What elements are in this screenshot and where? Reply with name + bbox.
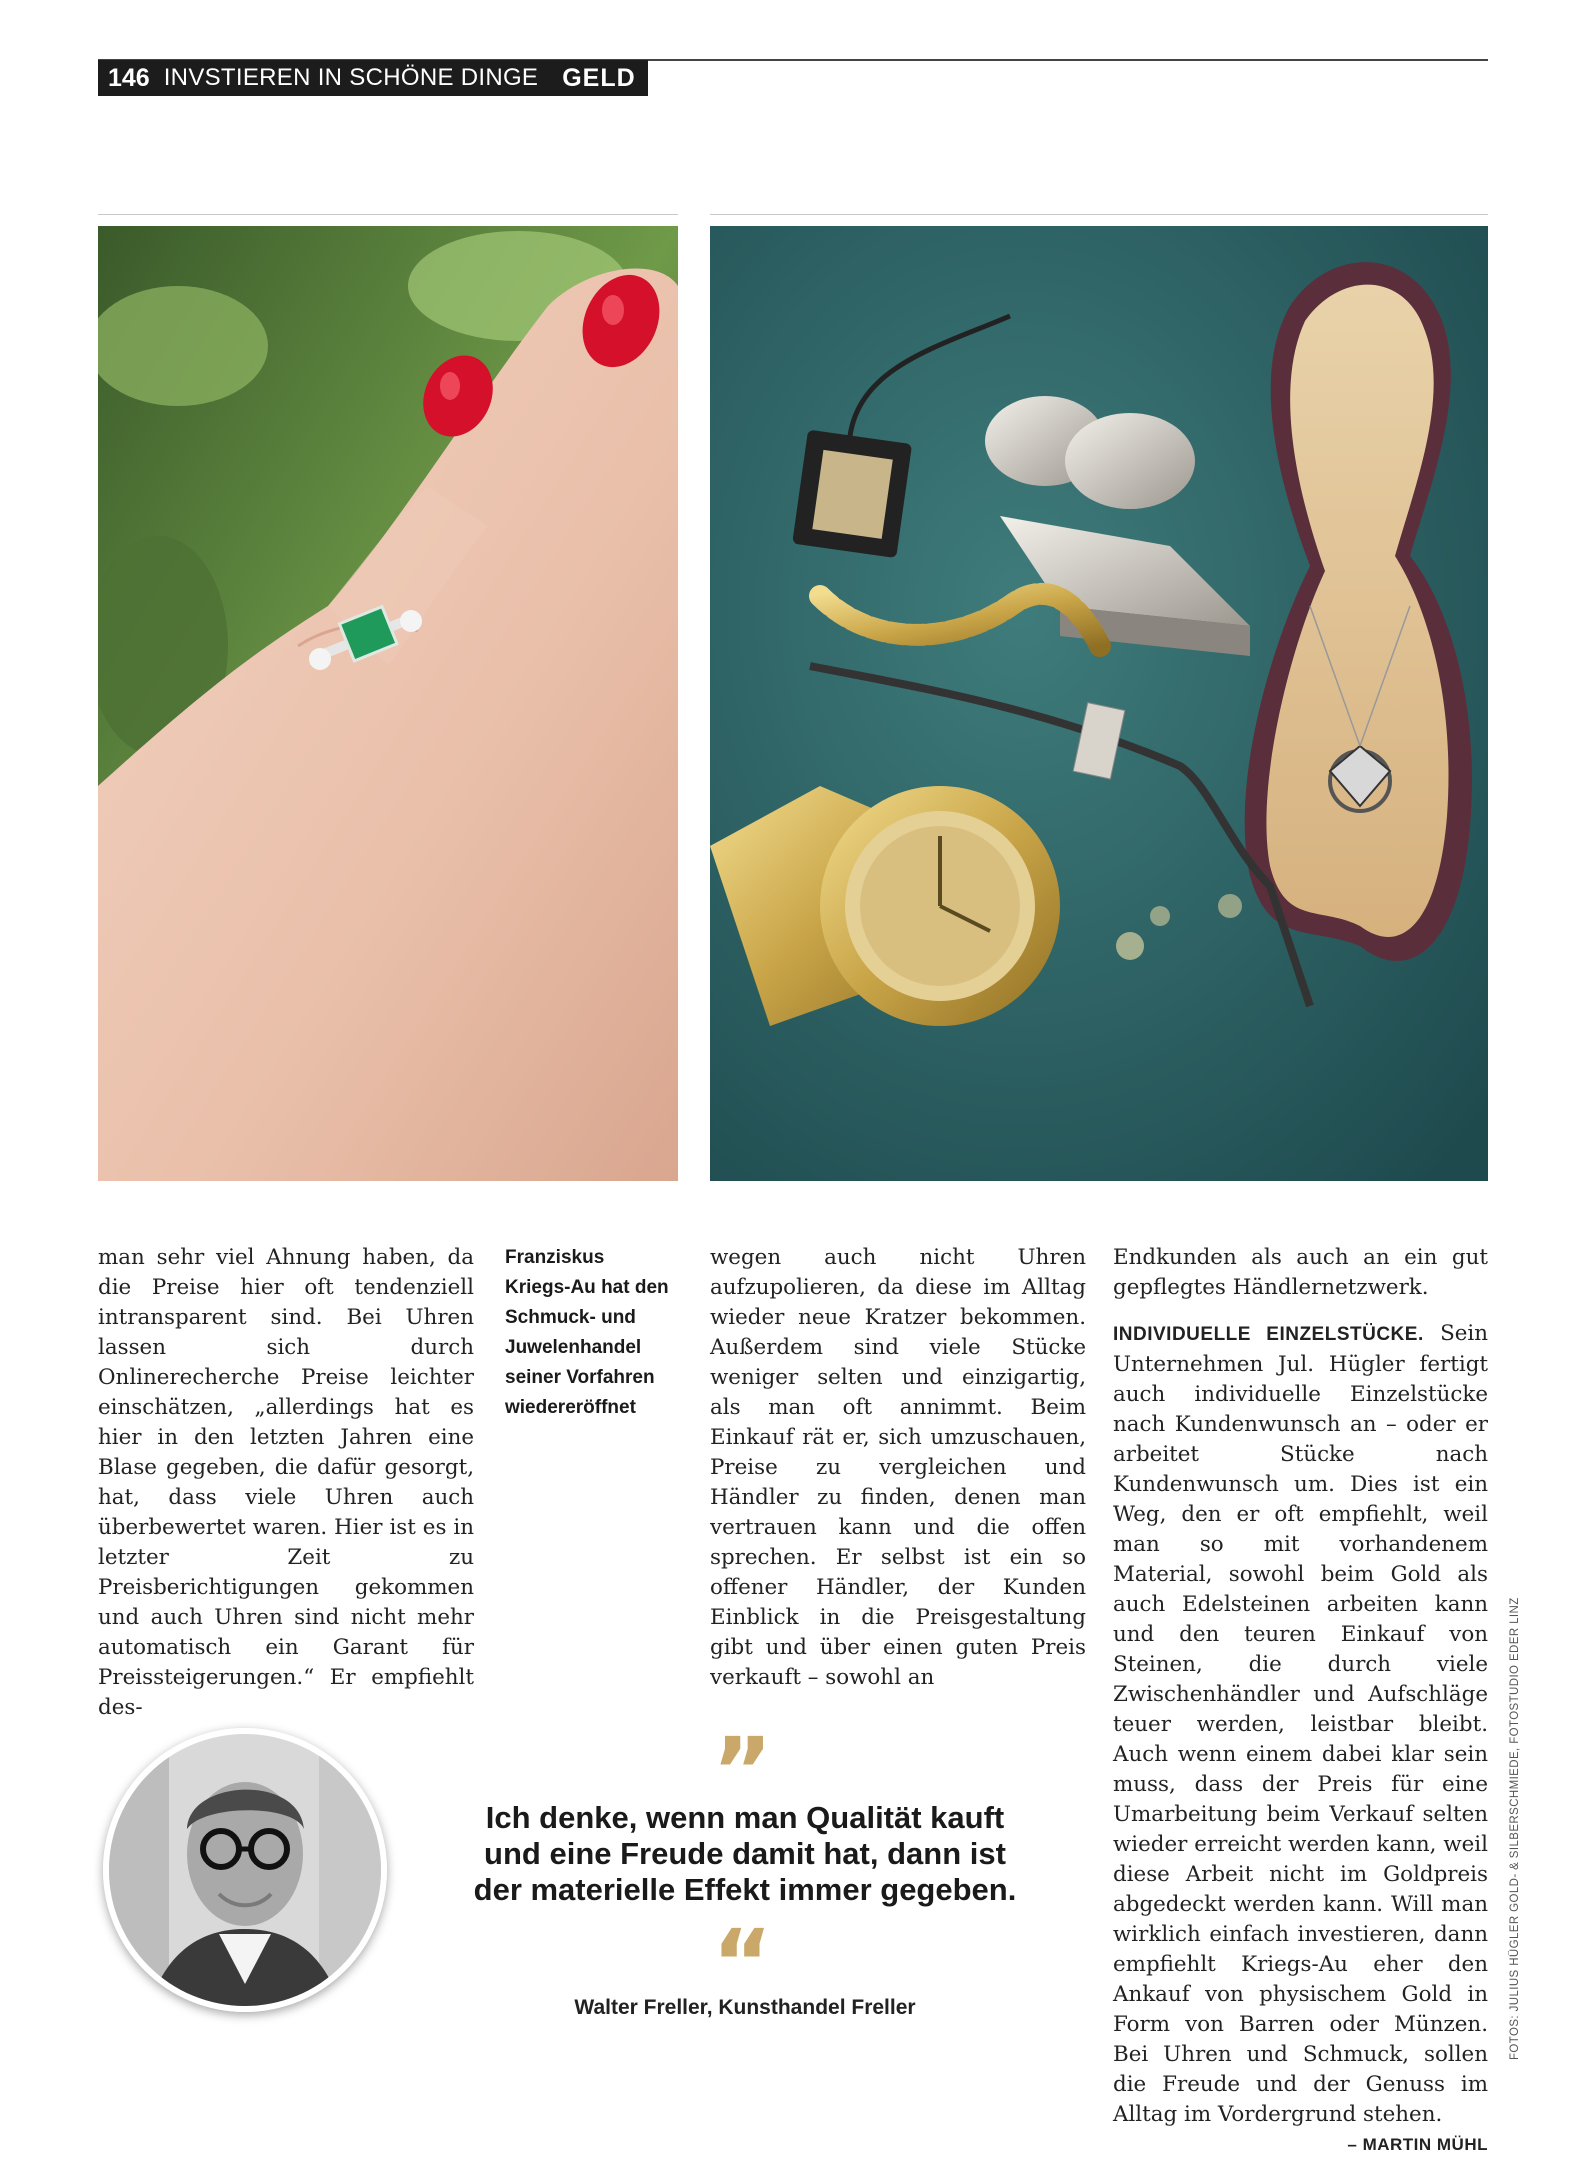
column-4-intro: Endkunden als auch an ein gut gepflegtes Händlernetzwerk. <box>1113 1245 1488 1300</box>
caption-line: Schmuck- und <box>505 1307 636 1328</box>
article-column-3: wegen auch nicht Uhren aufzupolieren, da diese im Alltag wieder neue Kratzer bekommen. Außerdem sind viele Stücke weniger selten und einzigartig, als man oft annimmt. Beim Einkauf rät er, sich umzuschauen, Preise zu vergleichen und Händler zu finden, denen man vertrauen kann und die offen sprechen. Er selbst ist ein so offener Händler, der Kunden Einblick in die Preisgestaltung gibt und über einen guten Preis verkauft – sowohl an <box>710 1245 1086 1690</box>
page-header <box>98 60 648 96</box>
quote-line: der materielle Effekt immer gegeben. <box>473 1872 1017 1907</box>
close-quote-mark: “ <box>712 1910 773 2017</box>
pull-quote <box>425 1800 1065 1908</box>
jewelry-photo <box>710 226 1488 1181</box>
caption-line: Franziskus <box>505 1247 605 1268</box>
photo-rule-left <box>98 214 678 215</box>
caption-line: wiedereröffnet <box>505 1397 636 1418</box>
open-quote-mark: ” <box>712 1718 773 1825</box>
article-column-1: man sehr viel Ahnung haben, da die Preise hier oft tendenziell intransparent sind. Bei Uhren lassen sich durch Onlinerecherche Preise leichter einschätzen, „allerdings hat es hier in den letzten Jahren eine Blase gegeben, die dafür gesorgt, hat, dass viele Uhren auch überbewertet waren. Hier ist es in letzter Zeit zu Preisberichtigungen gekommen und auch Uhren sind nicht mehr automatisch ein Garant für Preissteigerungen.“ Er empfiehlt des- <box>98 1245 474 1720</box>
section-title: INVSTIEREN IN SCHÖNE DINGE <box>163 64 539 91</box>
quote-line: Ich denke, wenn man Qualität kauft <box>485 1800 1005 1835</box>
ring-photo <box>98 226 678 1181</box>
category-label: GELD <box>562 63 636 92</box>
article-column-4 <box>1113 1243 1488 2160</box>
byline: – MARTIN MÜHL <box>1347 2135 1488 2154</box>
caption-line: seiner Vorfahren <box>505 1367 655 1388</box>
quote-line: und eine Freude damit hat, dann ist <box>484 1836 1006 1871</box>
section-body: Sein Unternehmen Jul. Hügler fertigt auch individuelle Einzelstücke nach Kundenwunsch an – oder er arbeitet Stücke nach Kundenwunsch um. Dies ist ein Weg, den er oft empfiehlt, weil man so mit vorhandenem Material, sowohl beim Gold als auch Edelsteinen arbeiten kann und den teuren Einkauf von Steinen, die durch viele Zwischenhändler und Aufschläge teuer werden, leistbar bleibt. Auch wenn einem dabei klar sein muss, dass der Preis für eine Umarbeitung beim Verkauf selten wieder erreicht werden kann, weil diese Arbeit nicht im Goldpreis abgedeckt werden kann. Will man wirklich einfach investieren, dann empfiehlt Kriegs-Au eher den Ankauf von physischem Gold in Form von Barren oder Münzen. Bei Uhren und Schmuck, sollen die Freude und der Genuss im Alltag im Vordergrund stehen. <box>1113 1321 1489 2127</box>
portrait-photo <box>103 1728 387 2012</box>
page-number: 146 <box>108 63 150 92</box>
caption-line: Kriegs-Au hat den <box>505 1277 669 1298</box>
photo-credit: FOTOS: JULIUS HÜGLER GOLD- & SILBERSCHMIEDE, FOTOSTUDIO EDER LINZ <box>1509 1597 1521 2060</box>
photo-caption <box>505 1243 695 1423</box>
caption-line: Juwelenhandel <box>505 1337 642 1358</box>
photo-rule-right <box>710 214 1488 215</box>
column-4-section <box>1113 1319 1488 2130</box>
section-lead: INDIVIDUELLE EINZELSTÜCKE. <box>1113 1324 1424 1345</box>
quote-author: Walter Freller, Kunsthandel Freller <box>574 1996 916 2019</box>
